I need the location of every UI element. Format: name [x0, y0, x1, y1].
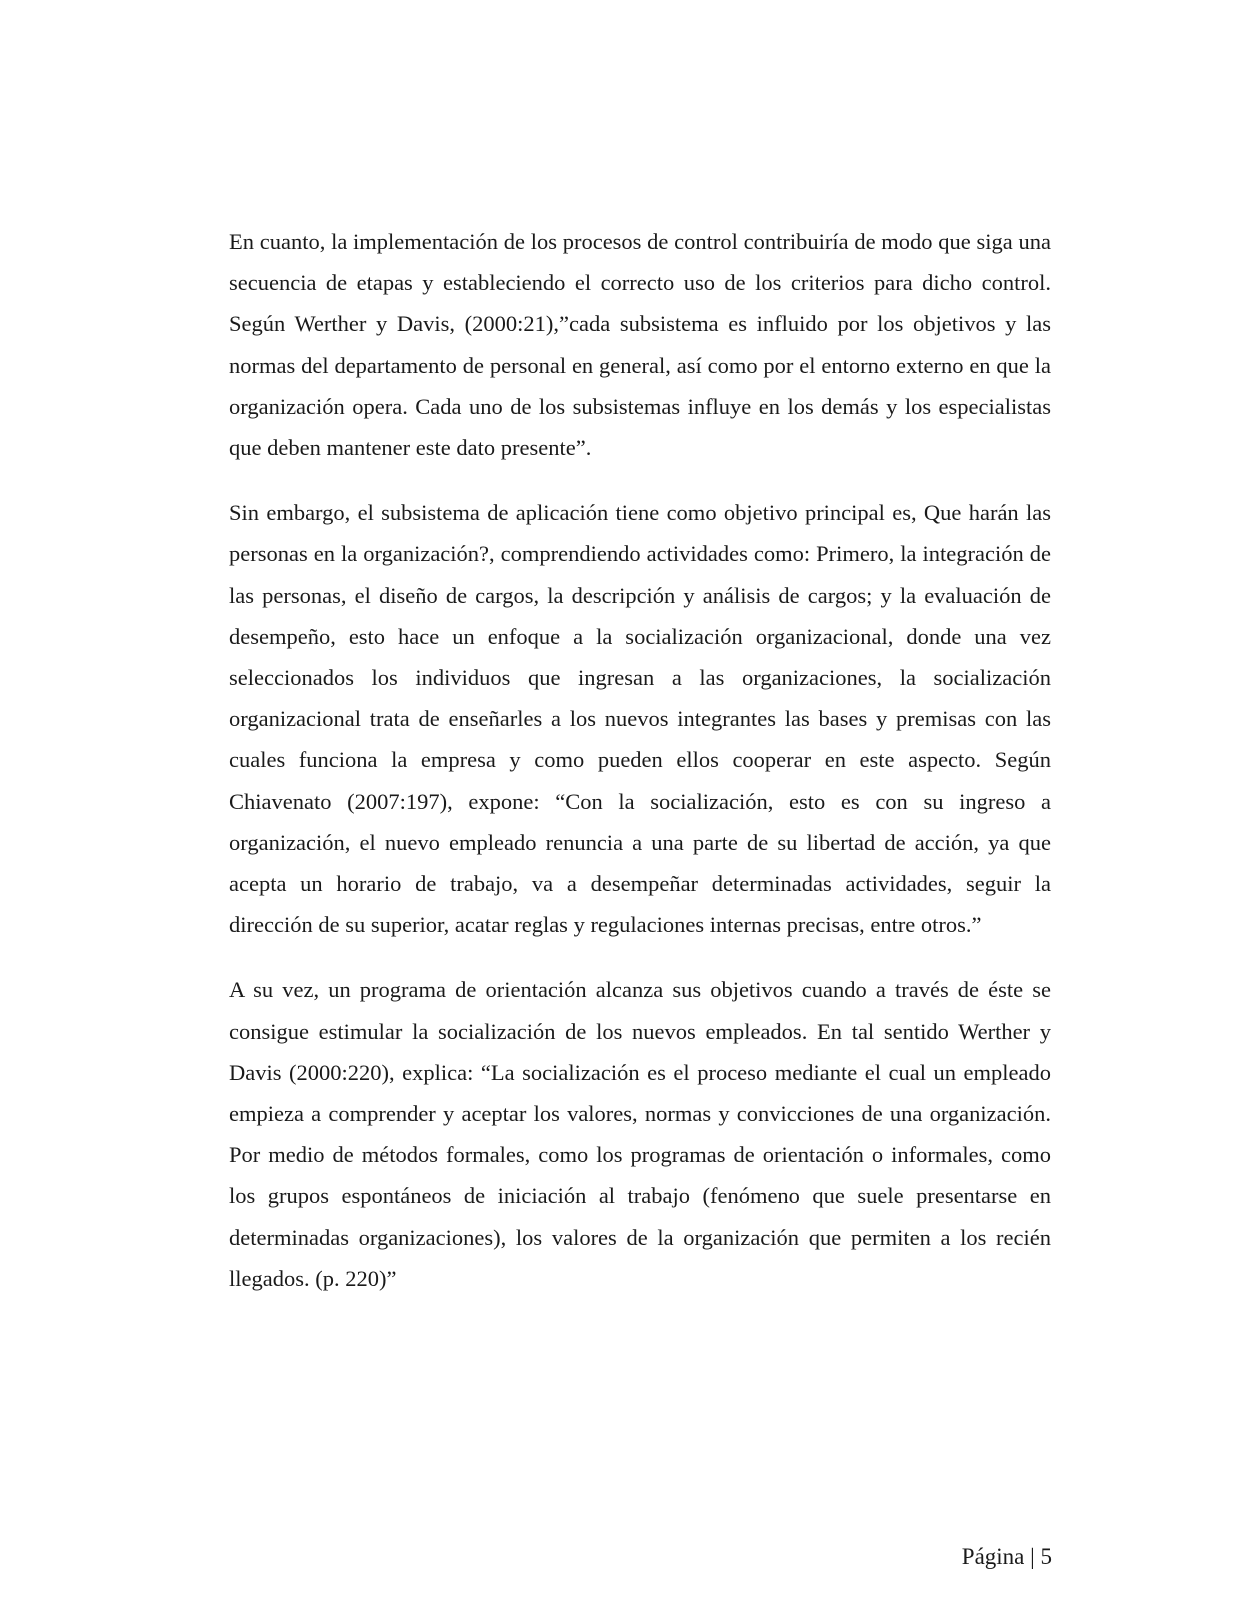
paragraph-2: Sin embargo, el subsistema de aplicación tiene como objetivo principal es, Que harán las personas en la organización?, comprendiendo actividades como: Primero, la integración de las personas, el diseño de cargos, la descripción y análisis de cargos; y la evaluación de desempeño, esto hace un enfoque a la socialización organizacional, donde una vez seleccionados los individuos que ingresan a las organizaciones, la socialización organizacional trata de enseñarles a los nuevos integrantes las bases y premisas con las cuales funciona la empresa y como pueden ellos cooperar en este aspecto. Según Chiavenato (2007:197), expone: “Con la socialización, esto es con su ingreso a organización, el nuevo empleado renuncia a una parte de su libertad de acción, ya que acepta un horario de trabajo, va a desempeñar determinadas actividades, seguir la dirección de su superior, acatar reglas y regulaciones internas precisas, entre otros.”	[229, 500, 1051, 938]
body-text	[229, 221, 1051, 1299]
paragraph-1: En cuanto, la implementación de los procesos de control contribuiría de modo que siga una secuencia de etapas y estableciendo el correcto uso de los criterios para dicho control. Según Werther y Davis, (2000:21),”cada subsistema es influido por los objetivos y las normas del departamento de personal en general, así como por el entorno externo en que la organización opera. Cada uno de los subsistemas influye en los demás y los especialistas que deben mantener este dato presente”.	[229, 229, 1051, 461]
page-number-footer: Página | 5	[961, 1544, 1052, 1569]
paragraph-3: A su vez, un programa de orientación alcanza sus objetivos cuando a través de éste se consigue estimular la socialización de los nuevos empleados. En tal sentido Werther y Davis (2000:220), explica: “La socialización es el proceso mediante el cual un empleado empieza a comprender y aceptar los valores, normas y convicciones de una organización. Por medio de métodos formales, como los programas de orientación o informales, como los grupos espontáneos de iniciación al trabajo (fenómeno que suele presentarse en determinadas organizaciones), los valores de la organización que permiten a los recién llegados. (p. 220)”	[229, 977, 1051, 1291]
